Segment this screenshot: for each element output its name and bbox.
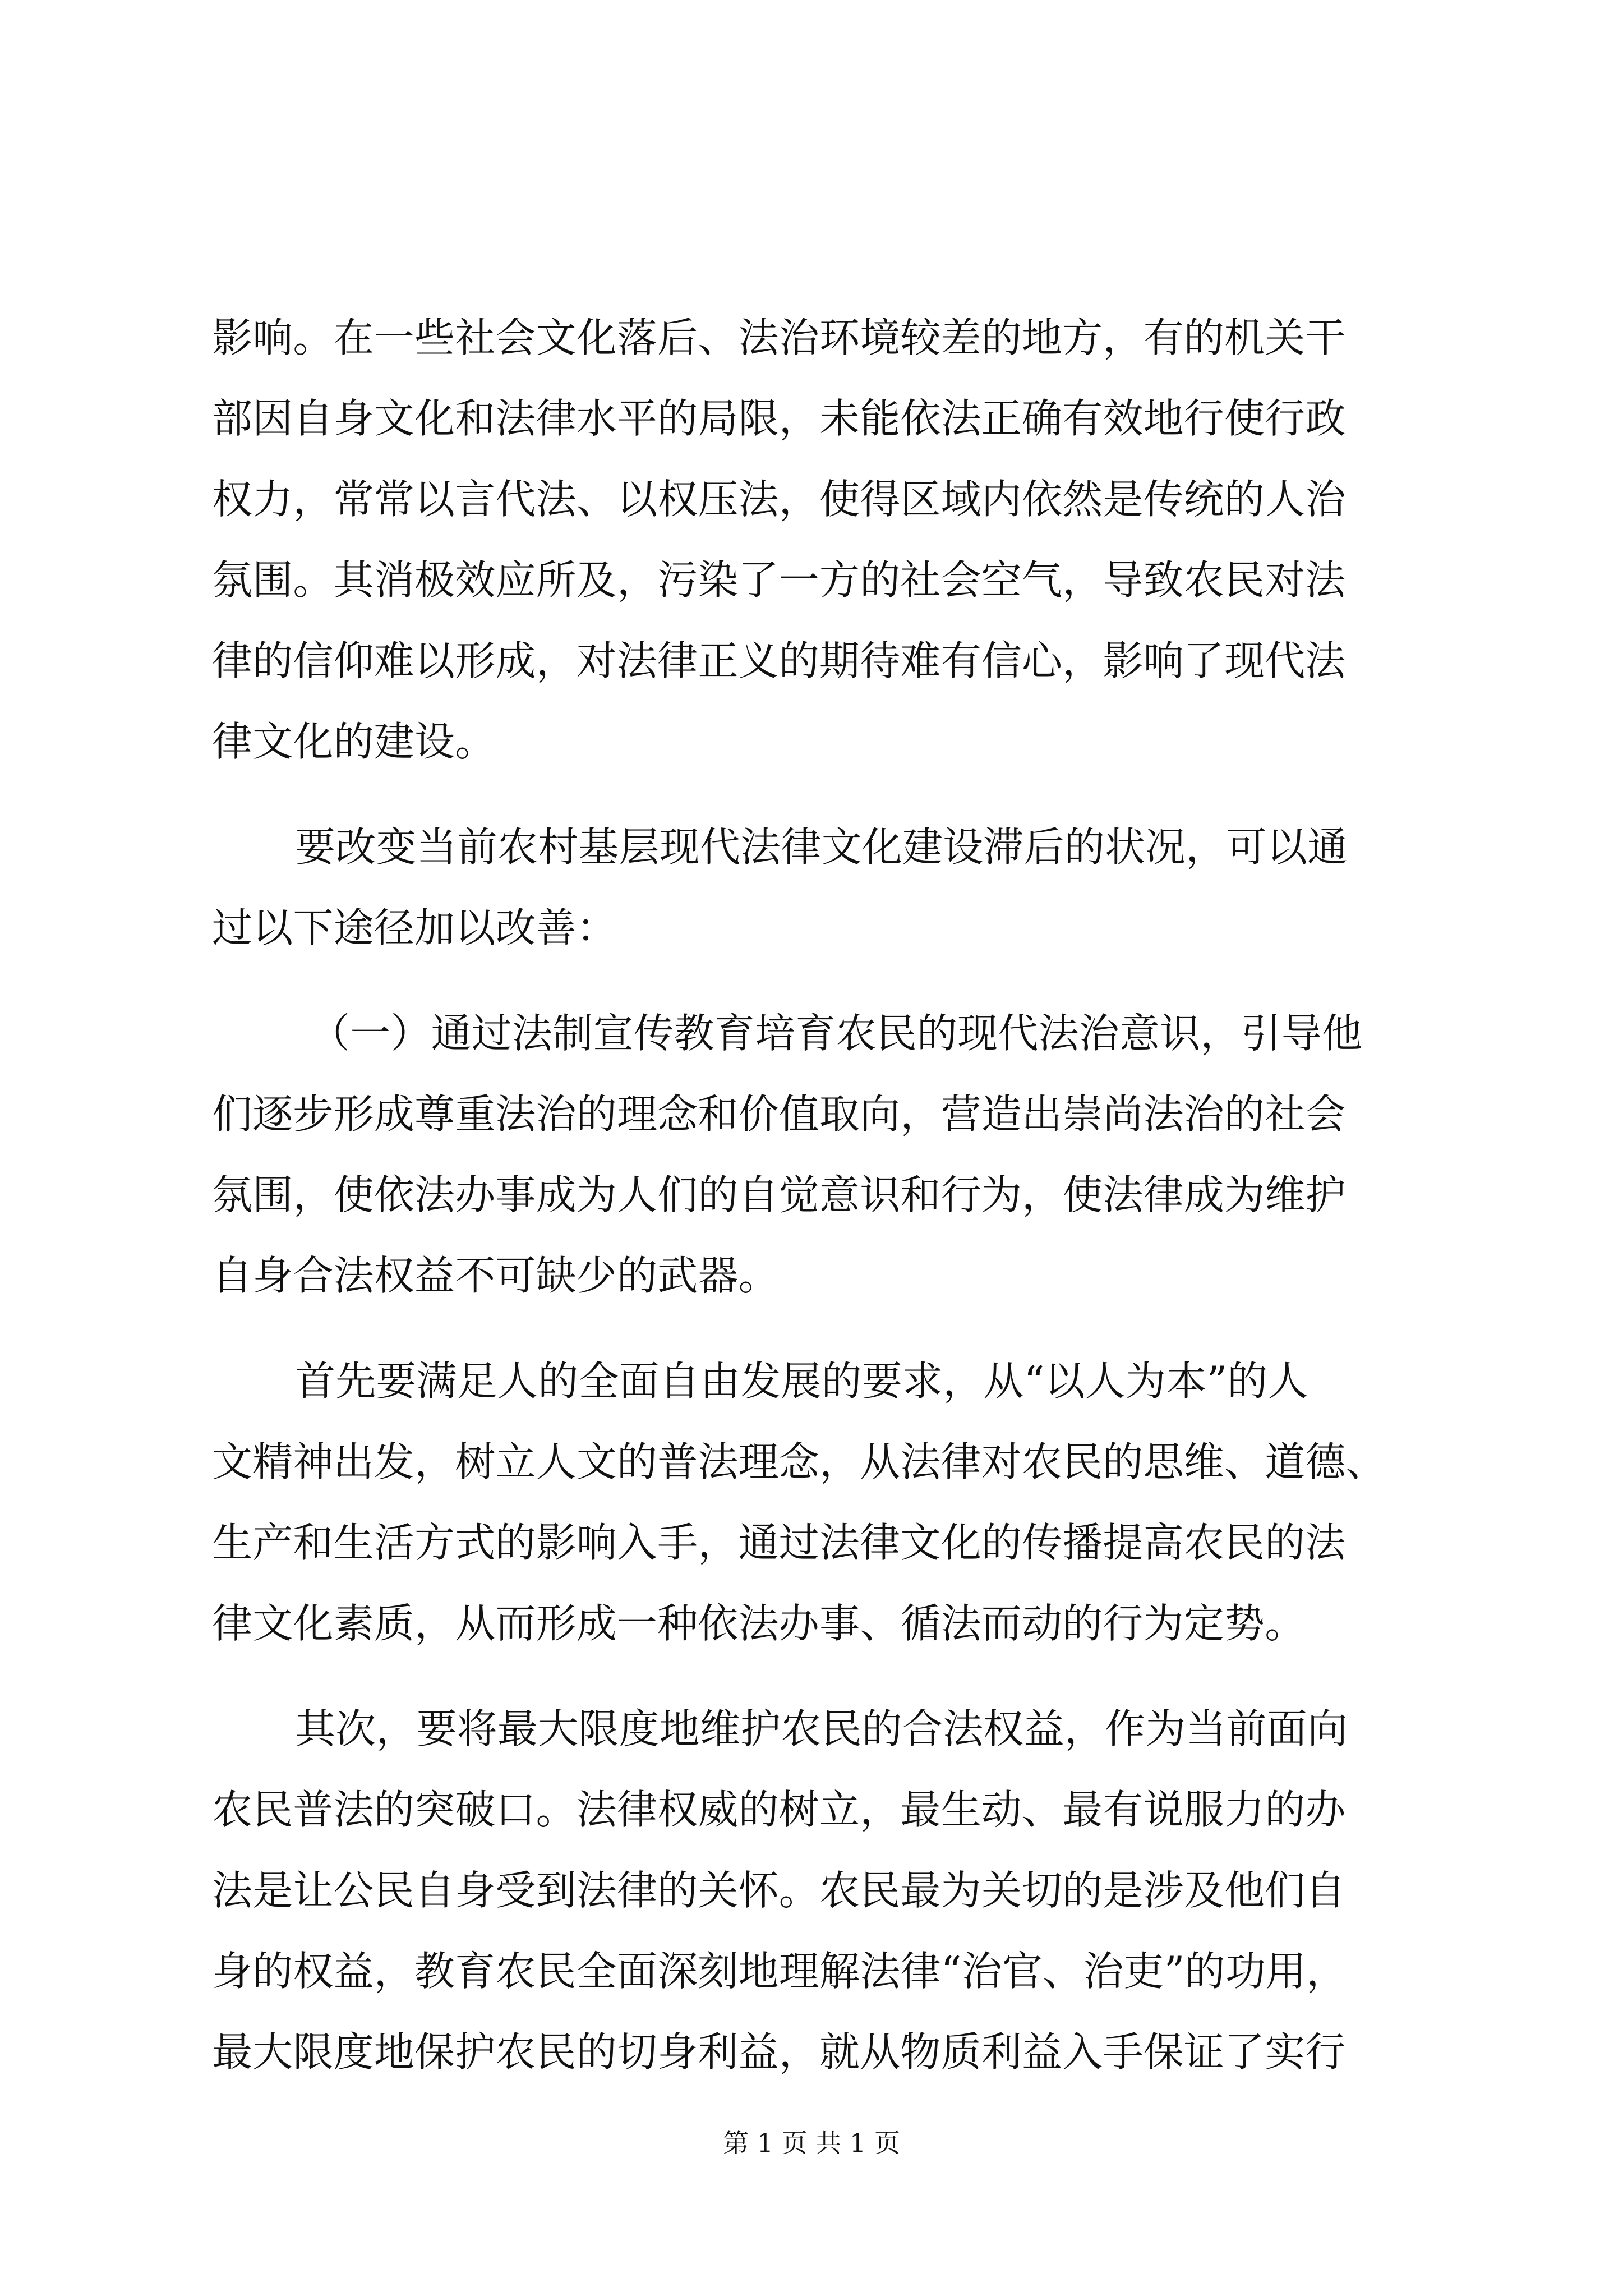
paragraph-1 (212, 297, 1423, 782)
text-line: （一）通过法制宣传教育培育农民的现代法治意识，引导他 (310, 1010, 1363, 1057)
paragraph-5 (212, 1688, 1423, 2092)
text-line: 氛围。其消极效应所及，污染了一方的社会空气，导致农民对法 (212, 556, 1346, 604)
text-line: 们逐步形成尊重法治的理念和价值取向，营造出崇尚法治的社会 (212, 1091, 1346, 1138)
text-line: 文精神出发，树立人文的普法理念，从法律对农民的思维、道德、 (212, 1438, 1386, 1485)
text-line: 律文化素质，从而形成一种依法办事、循法而动的行为定势。 (212, 1600, 1306, 1647)
paragraph-4 (212, 1341, 1423, 1664)
text-line: 权力，常常以言代法、以权压法，使得区域内依然是传统的人治 (212, 476, 1346, 523)
text-line: 首先要满足人的全面自由发展的要求，从“以人为本”的人 (295, 1358, 1308, 1405)
text-line: 身的权益，教育农民全面深刻地理解法律“治官、治吏”的功用， (212, 1948, 1347, 1995)
page-number-label: 第 1 页 共 1 页 (723, 2128, 900, 2158)
text-line: 律文化的建设。 (212, 718, 496, 765)
text-line: 其次，要将最大限度地维护农民的合法权益，作为当前面向 (295, 1705, 1348, 1752)
paragraph-3 (212, 993, 1423, 1316)
text-line: 最大限度地保护农民的切身利益，就从物质利益入手保证了实行 (212, 2028, 1346, 2076)
text-line: 农民普法的突破口。法律权威的树立，最生动、最有说服力的办 (212, 1786, 1346, 1833)
text-line: 要改变当前农村基层现代法律文化建设滞后的状况，可以通 (295, 823, 1348, 871)
page-footer (0, 2126, 1623, 2160)
text-line: 律的信仰难以形成，对法律正义的期待难有信心，影响了现代法 (212, 637, 1346, 684)
text-line: 氛围，使依法办事成为人们的自觉意识和行为，使法律成为维护 (212, 1171, 1346, 1218)
text-line: 过以下途径加以改善： (212, 904, 617, 951)
text-line: 影响。在一些社会文化落后、法治环境较差的地方，有的机关干 (212, 314, 1346, 361)
paragraph-2 (212, 807, 1423, 968)
text-line: 自身合法权益不可缺少的武器。 (212, 1252, 779, 1299)
text-line: 生产和生活方式的影响入手，通过法律文化的传播提高农民的法 (212, 1519, 1346, 1566)
text-line: 法是让公民自身受到法律的关怀。农民最为关切的是涉及他们自 (212, 1867, 1346, 1914)
body-text (212, 297, 1423, 2092)
text-line: 部因自身文化和法律水平的局限，未能依法正确有效地行使行政 (212, 395, 1346, 442)
